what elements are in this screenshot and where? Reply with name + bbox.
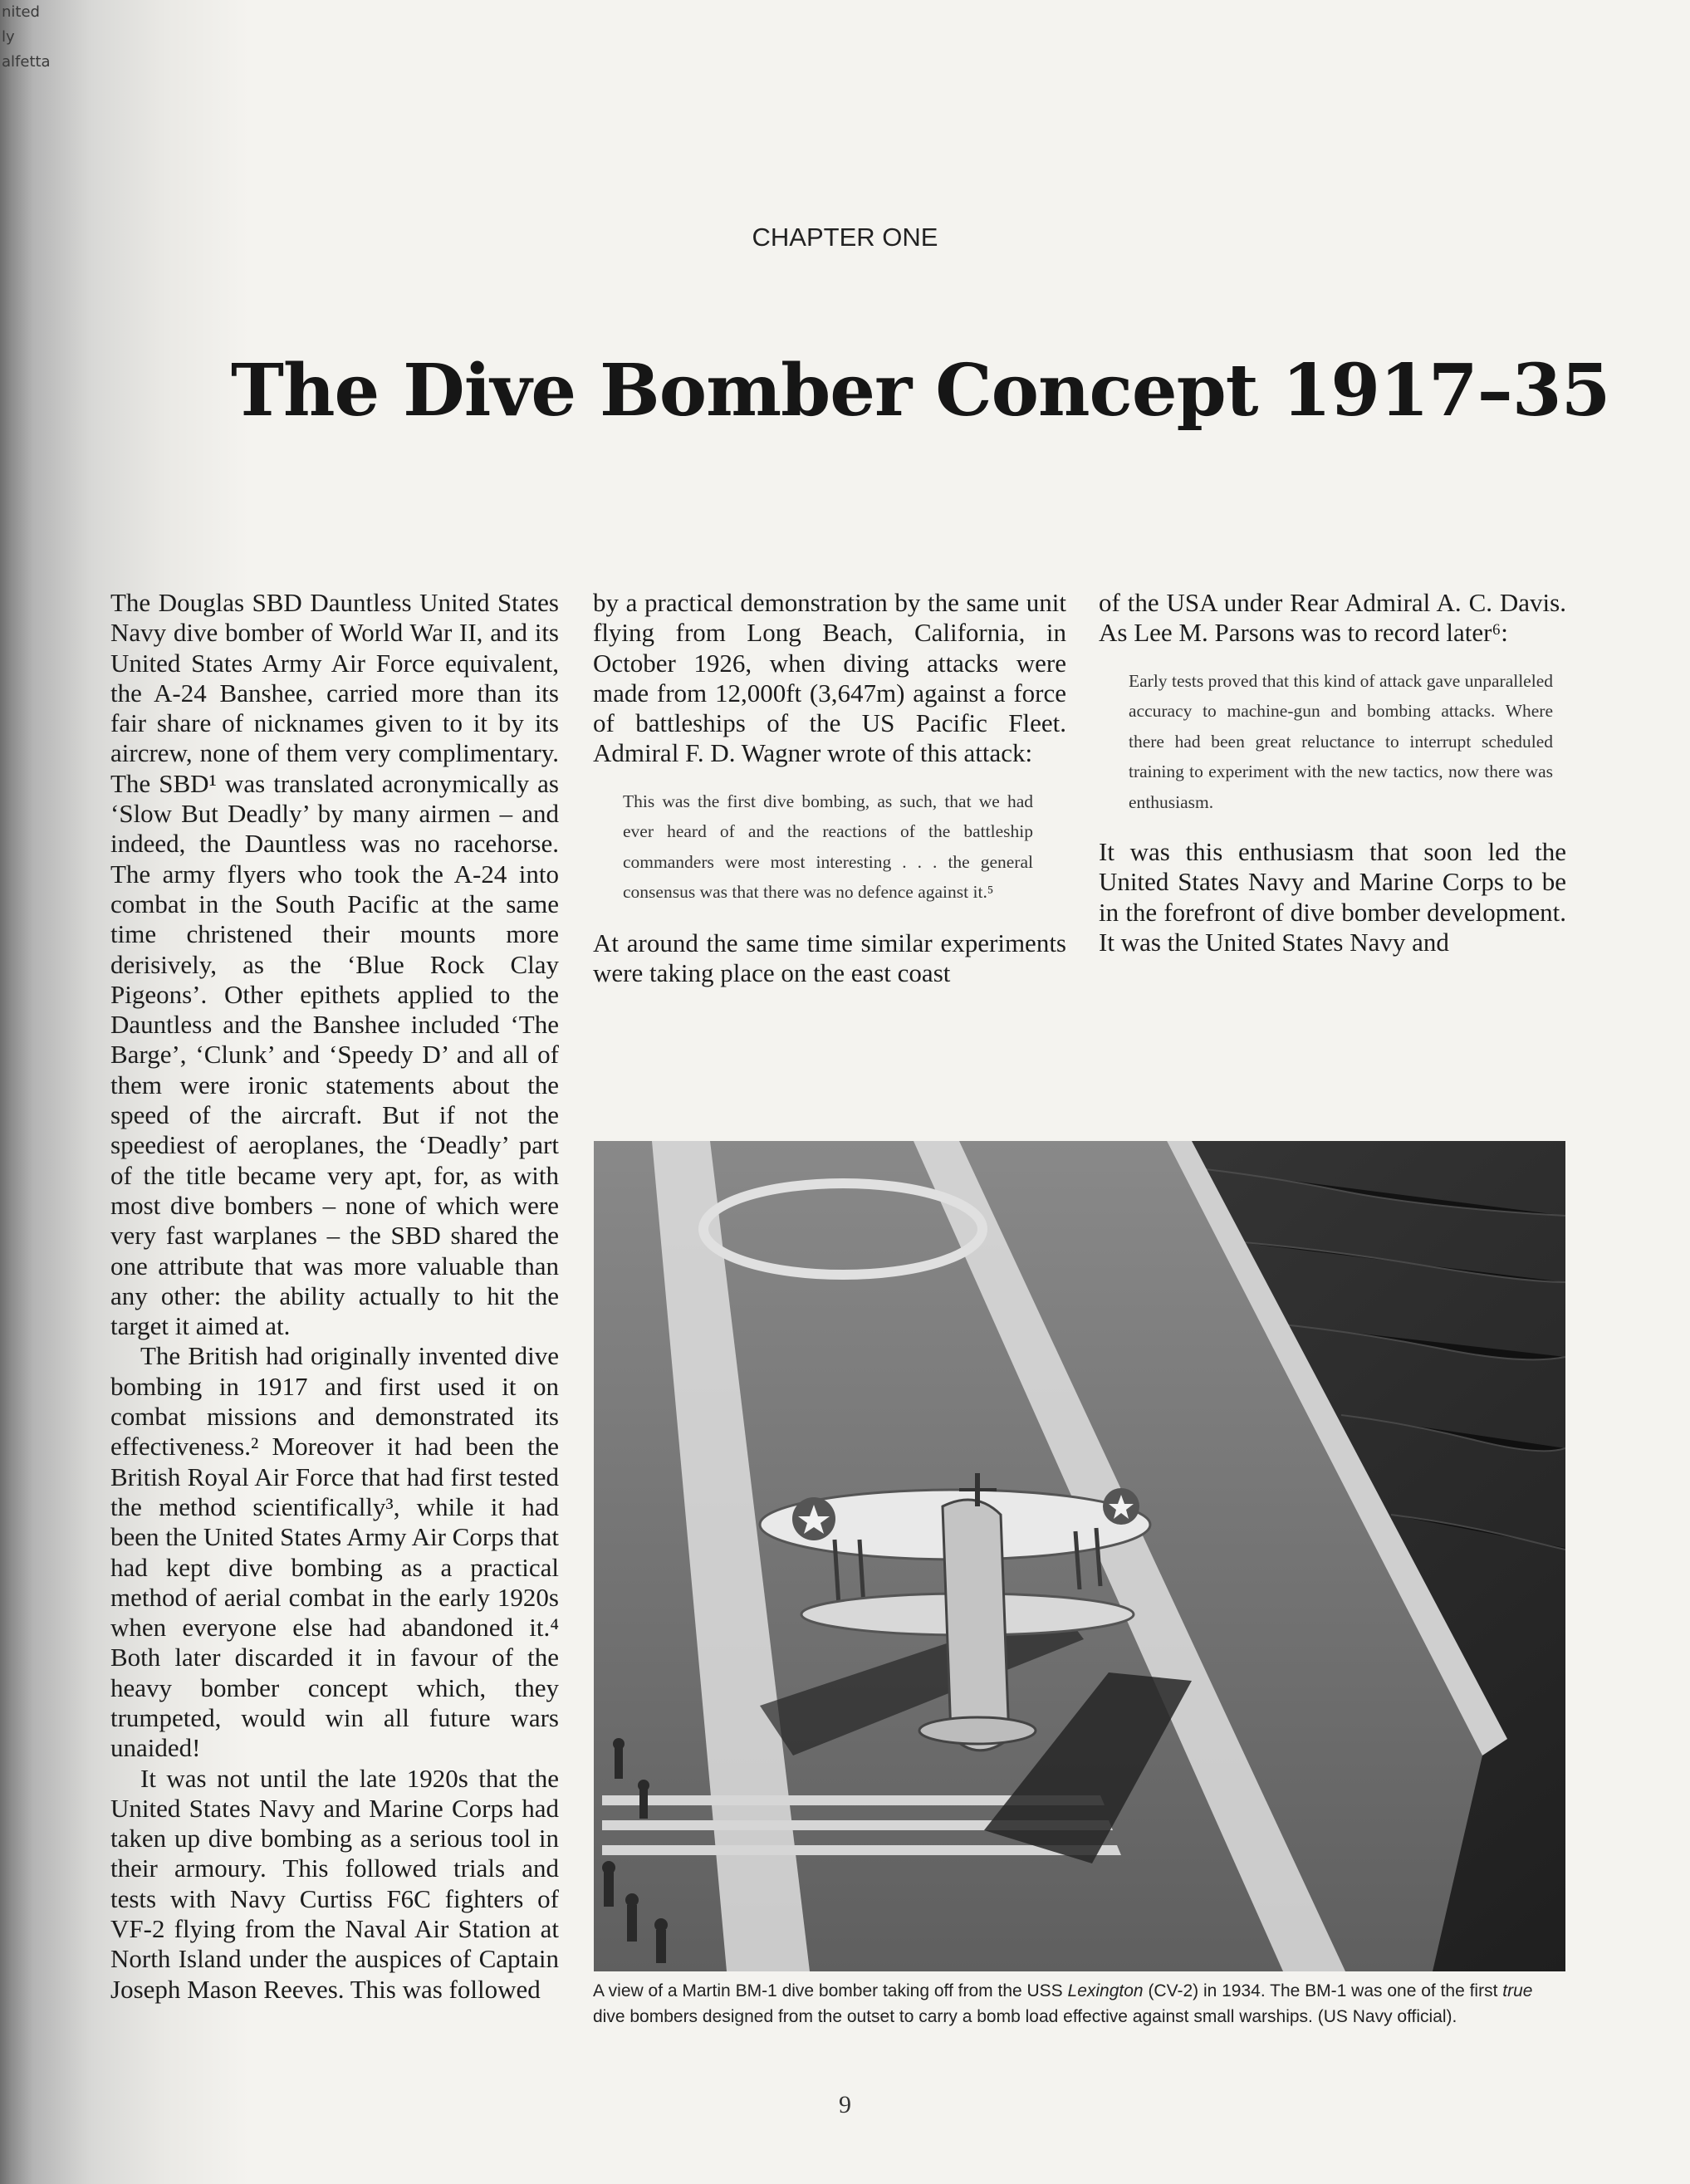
fuselage <box>943 1500 1009 1751</box>
caption-ship-name: Lexington <box>1067 1981 1144 2000</box>
caption-emphasis: true <box>1502 1981 1533 2000</box>
caption-text: A view of a Martin BM-1 dive bomber taking off from the USS <box>593 1981 1068 2000</box>
photo-illustration <box>594 1141 1565 1971</box>
caption-text: (CV-2) in 1934. The BM-1 was one of the first <box>1143 1981 1503 2000</box>
block-quote: This was the first dive bombing, as such, that we had ever heard of and the reactions of the battleship commanders were most interesting . . . the general consensus was that there was no defence against it.⁵ <box>623 791 1033 903</box>
margin-fragment: ly <box>2 28 15 46</box>
caption-text: dive bombers designed from the outset to carry a bomb load effective against small warships. (US Navy official). <box>593 2007 1457 2026</box>
paragraph: The Douglas SBD Dauntless United States Navy dive bomber of World War II, and its United States Army Air Force equivalent, the A-24 Banshee, carried more than its fair share of nicknames given to it by its aircrew, none of them very complimentary. The SBD¹ was translated acronymically as ‘Slow But Deadly’ by many airmen – and indeed, the Dauntless was no racehorse. The army flyers who took the A-24 into combat in the South Pacific at the same time christened their mounts more derisively, as the ‘Blue Rock Clay Pigeons’. Other epithets applied to the Dauntless and the Banshee included ‘The Barge’, ‘Clunk’ and ‘Speedy D’ and all of them were ironic statements about the speed of the aircraft. But if not the speediest of aeroplanes, the ‘Deadly’ part of the title became very apt, for, as with most dive bombers – none of which were very fast warplanes – the SBD shared the one attribute that was more valuable than any other: the ability actually to hit the target it aimed at. <box>110 588 559 1341</box>
paragraph: It was not until the late 1920s that the United States Navy and Marine Corps had taken up dive bombing as a serious tool in their armoury. This followed trials and tests with Navy Curtiss F6C fighters of VF-2 flying from the Naval Air Station at North Island under the auspices of Captain Joseph Mason Reeves. This was followed <box>110 1763 559 2004</box>
paragraph: It was this enthusiasm that soon led the United States Navy and Marine Corps to be in the forefront of dive bomber development. It was the United States Navy and <box>1099 837 1566 957</box>
photo-caption <box>593 1978 1558 2030</box>
block-quote: Early tests proved that this kind of attack gave unparalleled accuracy to machine-gun and bombing attacks. Where there had been great reluctance to interrupt scheduled training to experiment with the new tactics, now there was enthusiasm. <box>1129 670 1553 812</box>
paragraph: of the USA under Rear Admiral A. C. Davis. As Lee M. Parsons was to record later⁶: <box>1099 588 1566 648</box>
margin-fragments <box>2 0 51 75</box>
paragraph: The British had originally invented dive bombing in 1917 and first used it on combat missions and demonstrated its effectiveness.² Moreover it had been the British Royal Air Force that had first tested the method scientifically³, while it had been the United States Army Air Corps that had kept dive bombing as a practical method of aerial combat in the early 1920s when everyone else had abandoned it.⁴ Both later discarded it in favour of the heavy bomber concept which, they trumpeted, would win all future wars unaided! <box>110 1341 559 1763</box>
chapter-title: The Dive Bomber Concept 1917–35 <box>231 349 1610 433</box>
margin-fragment: alfetta <box>2 53 51 71</box>
text-column-3 <box>1099 588 1566 957</box>
margin-fragment: nited <box>2 3 40 21</box>
paragraph: At around the same time similar experiments were taking place on the east coast <box>593 928 1066 988</box>
page-number: 9 <box>839 2091 851 2118</box>
tailplane <box>919 1717 1036 1744</box>
text-column-1 <box>110 588 559 2005</box>
photo-biplane-on-carrier-deck <box>594 1141 1565 1971</box>
text-column-2 <box>593 588 1066 988</box>
chapter-label: CHAPTER ONE <box>752 223 938 252</box>
paragraph: by a practical demonstration by the same unit flying from Long Beach, California, in October 1926, when diving attacks were made from 12,000ft (3,647m) against a force of battleships of the US Pacific Fleet. Admiral F. D. Wagner wrote of this attack: <box>593 588 1066 768</box>
